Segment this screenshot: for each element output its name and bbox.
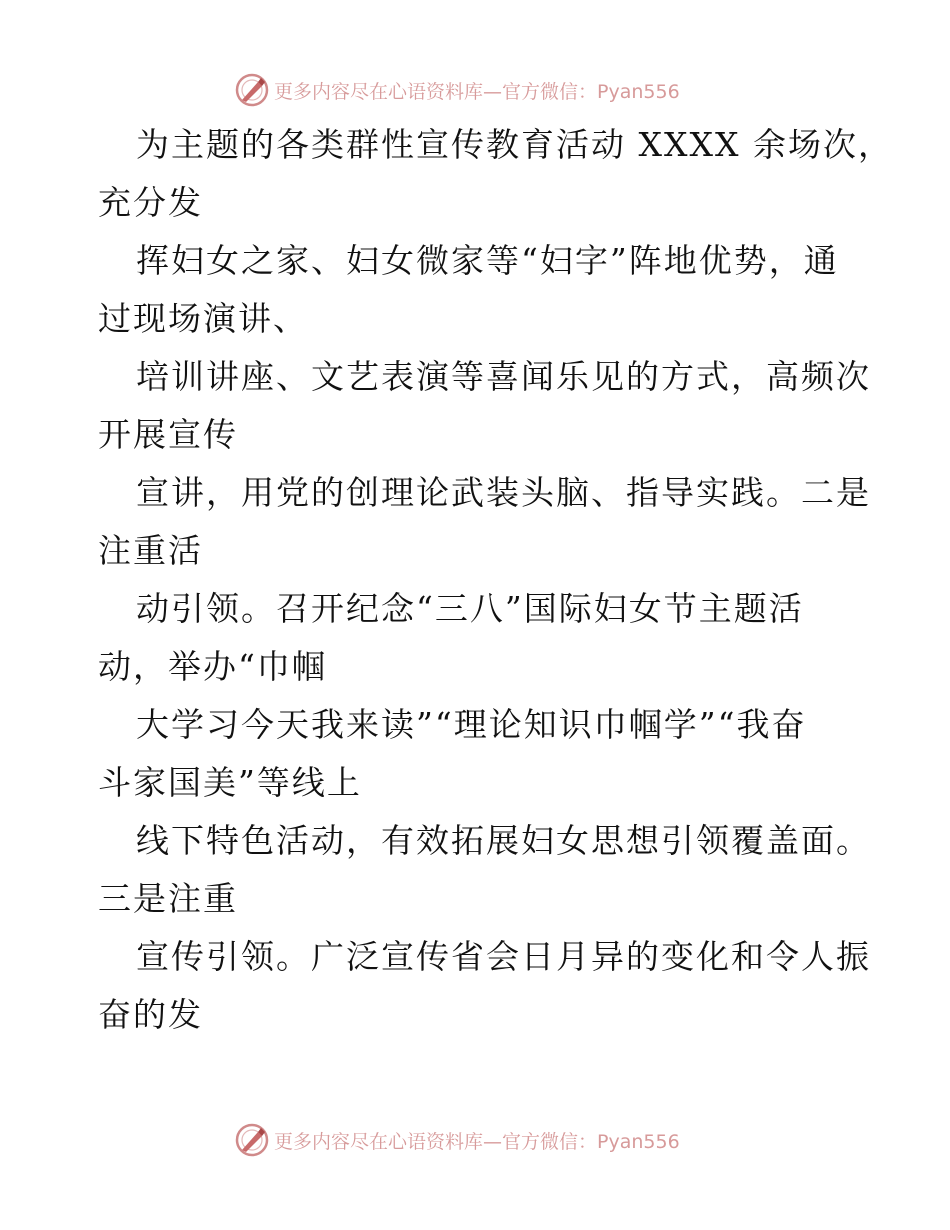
paragraph-line: 挥妇女之家、妇女微家等“妇字”阵地优势，通	[136, 241, 839, 280]
paragraph-line: 充分发	[98, 183, 203, 222]
paragraph-line: 为主题的各类群性宣传教育活动 XXXX 余场次，	[136, 125, 893, 164]
document-body	[98, 116, 893, 1044]
footer-watermark	[234, 1120, 714, 1160]
paragraph	[98, 580, 858, 696]
paragraph	[98, 116, 893, 232]
paragraph	[98, 812, 871, 928]
paragraph	[98, 696, 858, 812]
paragraph-line: 动，举办“巾帼	[98, 647, 327, 686]
paragraph-line: 奋的发	[98, 995, 203, 1034]
paragraph-line: 宣讲，用党的创理论武装头脑、指导实践。二是	[136, 473, 871, 512]
paragraph-line: 注重活	[98, 531, 203, 570]
watermark-text: 更多内容尽在心语资料库—官方微信：Pyan556	[274, 80, 680, 103]
paragraph	[98, 348, 871, 464]
watermark-text: 更多内容尽在心语资料库—官方微信：Pyan556	[274, 1130, 680, 1153]
header-watermark	[234, 70, 714, 110]
paragraph-line: 开展宣传	[98, 415, 238, 454]
paragraph-line: 过现场演讲、	[98, 299, 308, 338]
paragraph-line: 宣传引领。广泛宣传省会日月异的变化和令人振	[136, 937, 871, 976]
paragraph-line: 斗家国美”等线上	[98, 763, 362, 802]
paragraph	[98, 232, 858, 348]
pen-logo-icon	[234, 72, 270, 108]
paragraph-line: 动引领。召开纪念“三八”国际妇女节主题活	[136, 589, 804, 628]
paragraph-line: 大学习今天我来读”“理论知识巾帼学”“我奋	[136, 705, 807, 744]
paragraph-line: 三是注重	[98, 879, 238, 918]
paragraph	[98, 464, 871, 580]
pen-logo-icon	[234, 1122, 270, 1158]
paragraph-line: 培训讲座、文艺表演等喜闻乐见的方式，高频次	[136, 357, 871, 396]
paragraph	[98, 928, 871, 1044]
paragraph-line: 线下特色活动，有效拓展妇女思想引领覆盖面。	[136, 821, 871, 860]
